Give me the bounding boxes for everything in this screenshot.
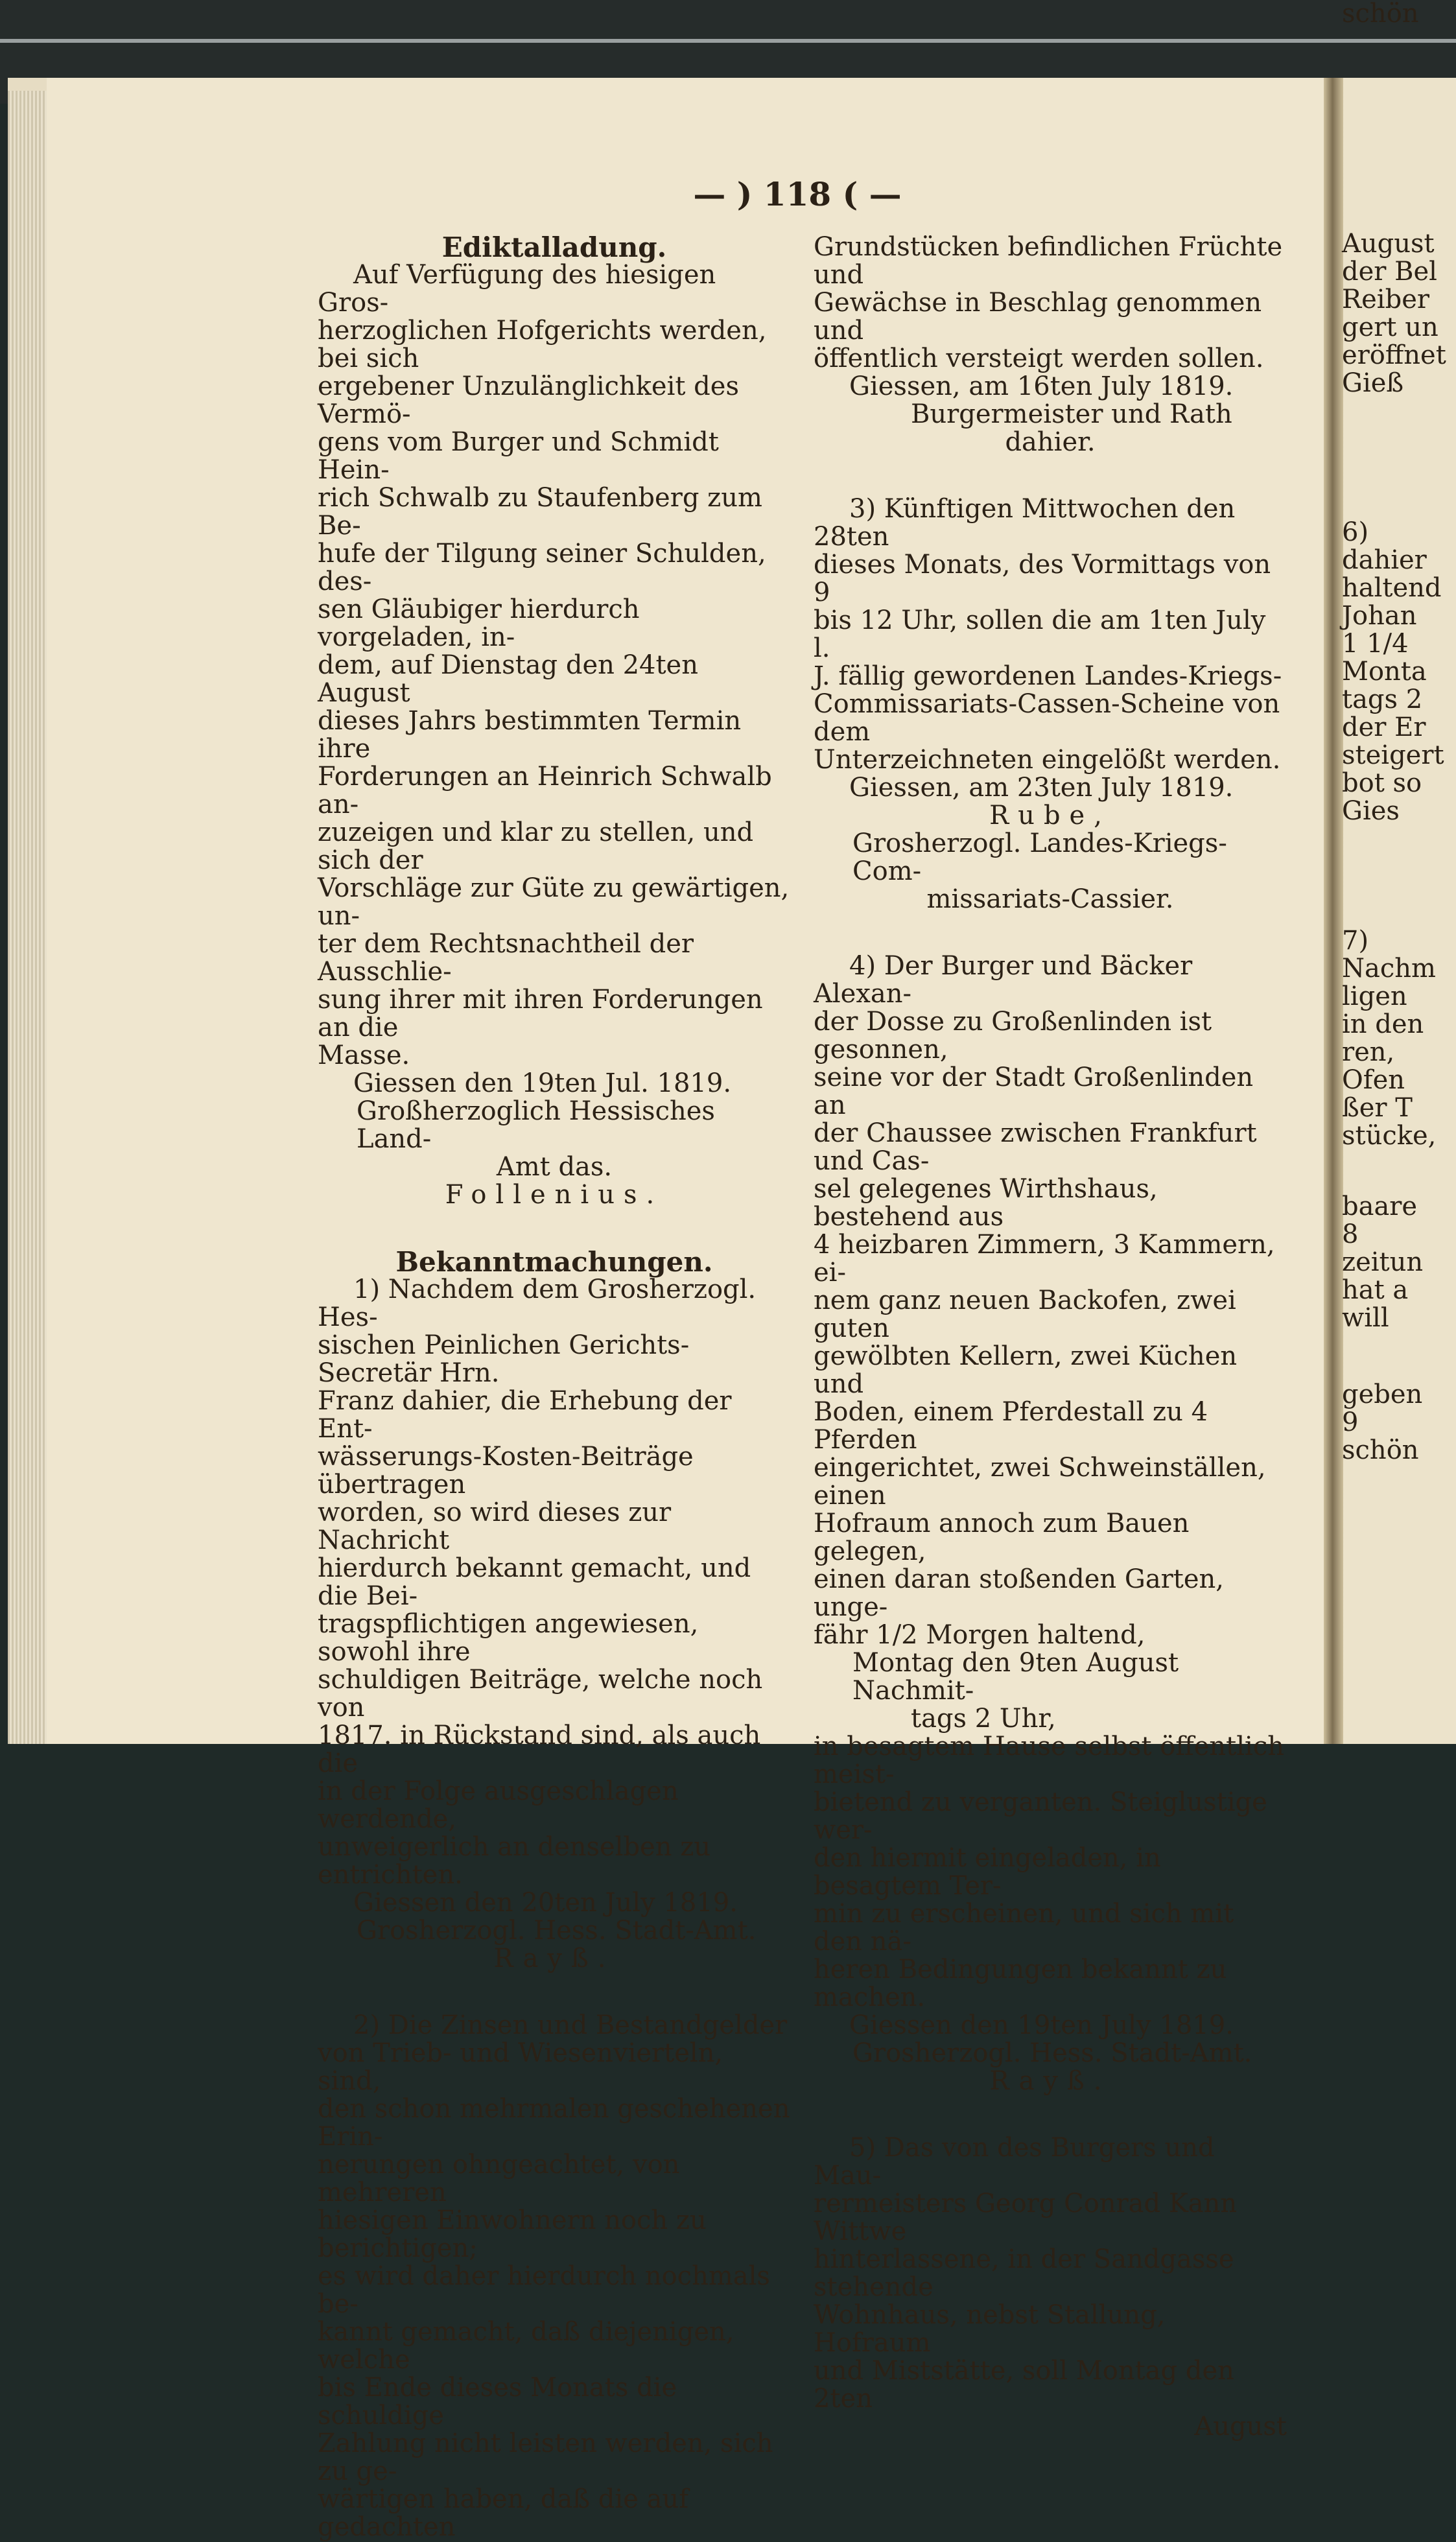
text-line: bis 12 Uhr, sollen die am 1ten July l. [814,606,1266,663]
page-number: — ) 118 ( — [693,175,902,213]
text-line: in der Folge ausgeschlagen werdende, [318,1776,679,1834]
text-line: der Chaussee zwischen Frankfurt und Cas- [814,1118,1257,1176]
text-line: dieses Monats, des Vormittags von 9 [814,550,1271,607]
text-line: 4) Der Burger und Bäcker Alexan- [814,951,1193,1009]
next-page-fragment: eröffnet [1342,340,1446,370]
text-line: heren Bedingungen bekannt zu machen. [814,1955,1227,2012]
text-line: Burgermeister und Rath [911,399,1232,429]
next-page-fragment: zeitun [1342,1247,1424,1277]
text-line: kannt gemacht, daß diejenigen, welche [318,2317,734,2375]
next-page-fragment: 6) [1342,517,1369,547]
text-line: den schon mehrmalen geschehenen Erin- [318,2094,790,2152]
text-line: Wohnhaus, nebst Stallung, Hofraum [814,2300,1166,2358]
next-page-fragment: schön [1342,1435,1419,1465]
next-page-fragment: gert un [1342,312,1438,342]
text-line: hinterlassene, in der Sandgasse stehende [814,2244,1234,2302]
text-line: Giessen den 20ten July 1819. [353,1888,738,1918]
text-line: Rayß. [989,2066,1111,2096]
text-line: Montag den 9ten August Nachmit- [852,1648,1179,1706]
text-line: sischen Peinlichen Gerichts-Secretär Hrn. [318,1330,690,1388]
text-line: Boden, einem Pferdestall zu 4 Pferden [814,1397,1208,1455]
text-line: wässerungs-Kosten-Beiträge übertragen [318,1442,694,1500]
text-line: ergebener Unzulänglichkeit des Vermö- [318,371,739,429]
text-line: ter dem Rechtsnachtheil der Ausschlie- [318,929,694,987]
next-page-fragment: will [1342,1303,1389,1333]
next-page-fragment: 8 [1342,1219,1359,1249]
text-line: nem ganz neuen Backofen, zwei guten [814,1286,1236,1343]
text-line: worden, so wird dieses zur Nachricht [318,1498,672,1555]
right-column [814,233,1287,2441]
text-line: Rube, [989,801,1111,830]
text-line: und Miststätte, soll Montag den 2ten [814,2356,1234,2414]
text-line: rich Schwalb zu Staufenberg zum Be- [318,483,762,541]
text-line: 5) Das von des Burgers und Mau- [814,2133,1215,2191]
next-page-fragment: dahier [1342,545,1427,575]
text-line: Rayß. [493,1944,615,1973]
text-line: Grosherzogl. Hess. Stadt-Amt. [357,1916,757,1946]
next-page-fragment: ßer T [1342,1093,1413,1123]
text-line: öffentlich versteigt werden sollen. [814,344,1264,373]
text-line: herzoglichen Hofgerichts werden, bei sich [318,316,767,373]
text-line: min zu erscheinen, und sich mit den nä- [814,1899,1234,1957]
text-line: Auf Verfügung des hiesigen Gros- [318,260,716,318]
next-page-fragment: baare [1342,1192,1418,1221]
next-page-fragment: der Bel [1342,257,1437,287]
text-line: schuldigen Beiträge, welche noch von [318,1665,763,1723]
text-line: Grosherzogl. Landes-Kriegs-Com- [852,829,1227,886]
text-line: dem, auf Dienstag den 24ten August [318,650,698,708]
text-line: zuzeigen und klar zu stellen, und sich der [318,818,754,875]
next-page-fragment: tags 2 [1342,685,1423,714]
text-line: Giessen, am 23ten July 1819. [849,773,1234,803]
text-line: Amt das. [496,1152,613,1182]
next-page-fragment: stücke, [1342,1121,1437,1151]
next-page-fragment: Ofen [1342,1065,1405,1095]
text-line: gewölbten Kellern, zwei Küchen und [814,1341,1238,1399]
text-line [318,1209,791,1248]
text-line: dahier. [1005,427,1096,457]
left-column [318,233,791,2541]
text-line: hufe der Tilgung seiner Schulden, des- [318,539,766,596]
text-line: Ediktalladung. [441,231,667,263]
text-line: eingerichtet, zwei Schweinställen, einen [814,1453,1266,1511]
next-page-fragment: haltend [1342,573,1442,603]
text-line: Franz dahier, die Erhebung der Ent- [318,1386,732,1444]
text-line [814,913,1287,952]
text-line: Unterzeichneten eingelößt werden. [814,745,1281,775]
text-line: Grosherzogl. Hess. Stadt-Amt. [852,2038,1252,2068]
scanner-strip [0,39,1456,43]
next-page-fragment: ligen [1342,982,1407,1011]
next-page-fragment: August [1342,229,1435,259]
text-line: tags 2 Uhr, [911,1704,1056,1734]
next-page-fragment: steigert [1342,740,1444,770]
text-line: Giessen, am 16ten July 1819. [849,371,1234,401]
text-line: von Trieb- und Wiesenvierteln, sind, [318,2038,723,2096]
text-line [814,2095,1287,2134]
next-page-fragment: der Er [1342,712,1426,742]
text-line: einen daran stoßenden Garten, unge- [814,1564,1225,1622]
text-line: dieses Jahrs bestimmten Termin ihre [318,706,742,764]
text-line: Zahlung nicht leisten werden, sich zu ge- [318,2429,773,2486]
text-line: es wird daher hierdurch nochmals be- [318,2261,770,2319]
next-page-fragment: bot so [1342,768,1422,798]
text-line: Bekanntmachungen. [395,1246,713,1278]
next-page-fragment: 7) [1342,926,1369,956]
text-line: gens vom Burger und Schmidt Hein- [318,427,719,485]
text-line: Follenius. [445,1180,664,1210]
text-line: rermeisters Georg Conrad Kann Wittwe [814,2189,1238,2246]
text-line: der Dosse zu Großenlinden ist gesonnen, [814,1007,1212,1065]
next-page-fragment: Reiber [1342,285,1429,314]
text-line: J. fällig gewordenen Landes-Kriegs- [814,661,1282,691]
text-line: unweigerlich an denselben zu entrichten. [318,1832,711,1890]
text-line: 1817. in Rückstand sind, als auch die [318,1721,761,1778]
next-page-fragment: 1 1/4 [1342,629,1409,659]
text-line: Großherzoglich Hessisches Land- [357,1096,715,1154]
text-line: sung ihrer mit ihren Forderungen an die [318,985,763,1042]
next-page-fragment: Gieß [1342,368,1404,398]
text-line: fähr 1/2 Morgen haltend, [814,1620,1145,1650]
text-line: Giessen den 19ten Jul. 1819. [353,1068,732,1098]
text-line: hiesigen Einwohnern noch zu berichtigen; [318,2206,707,2263]
next-page-fragment: 9 [1342,1407,1359,1437]
text-line: missariats-Cassier. [926,884,1174,914]
next-page-fragment: hat a [1342,1275,1409,1305]
text-line: Vorschläge zur Güte zu gewärtigen, un- [318,873,790,931]
text-line: Hofraum annoch zum Bauen gelegen, [814,1509,1190,1566]
next-page-fragment: Johan [1342,601,1417,631]
text-line: Gewächse in Beschlag genommen und [814,288,1262,346]
text-line: bietend zu verganten. Steiglustige wer- [814,1787,1267,1845]
text-line: Forderungen an Heinrich Schwalb an- [318,762,772,819]
text-line: August [1194,2412,1287,2442]
book-gutter [1324,78,1343,1744]
next-page-fragment: Monta [1342,657,1427,687]
text-line: sel gelegenes Wirthshaus, bestehend aus [814,1174,1158,1232]
text-line [814,456,1287,495]
next-page-fragment: ren, [1342,1037,1395,1067]
next-page-fragment: Nachm [1342,954,1436,983]
next-page-fragment: schön [1342,0,1419,29]
text-line: Giessen den 19ten July 1819. [849,2010,1234,2040]
text-line: Masse. [318,1041,410,1070]
text-line: wärtigen haben, daß die auf gedachten [318,2484,688,2542]
text-line: seine vor der Stadt Großenlinden an [814,1063,1254,1120]
text-line: bis Ende dieses Monats die schuldige [318,2373,677,2430]
next-page-fragment: Gies [1342,796,1400,826]
text-line: Commissariats-Cassen-Scheine von dem [814,689,1280,747]
text-line: 3) Künftigen Mittwochen den 28ten [814,494,1236,552]
text-line: hierdurch bekannt gemacht, und die Bei- [318,1553,751,1611]
page-edges [8,91,47,1744]
text-line [318,1973,791,2012]
next-page-fragment: geben [1342,1380,1423,1409]
text-line: 4 heizbaren Zimmern, 3 Kammern, ei- [814,1230,1275,1288]
text-line: den hiermit eingeladen, in besagtem Ter- [814,1843,1161,1901]
text-line: 1) Nachdem dem Grosherzogl. Hes- [318,1275,757,1332]
text-line: 2) Die Zinsen und Bestandgelder [353,2010,788,2040]
text-line: tragspflichtigen angewiesen, sowohl ihre [318,1609,699,1667]
text-line: in besagtem Hause selbst öffentlich meist- [814,1732,1284,1789]
text-line: nerungen ohngeachtet, von mehreren [318,2150,680,2207]
next-page-fragment: in den [1342,1009,1424,1039]
text-line: Grundstücken befindlichen Früchte und [814,232,1283,290]
text-line: sen Gläubiger hierdurch vorgeladen, in- [318,594,640,652]
